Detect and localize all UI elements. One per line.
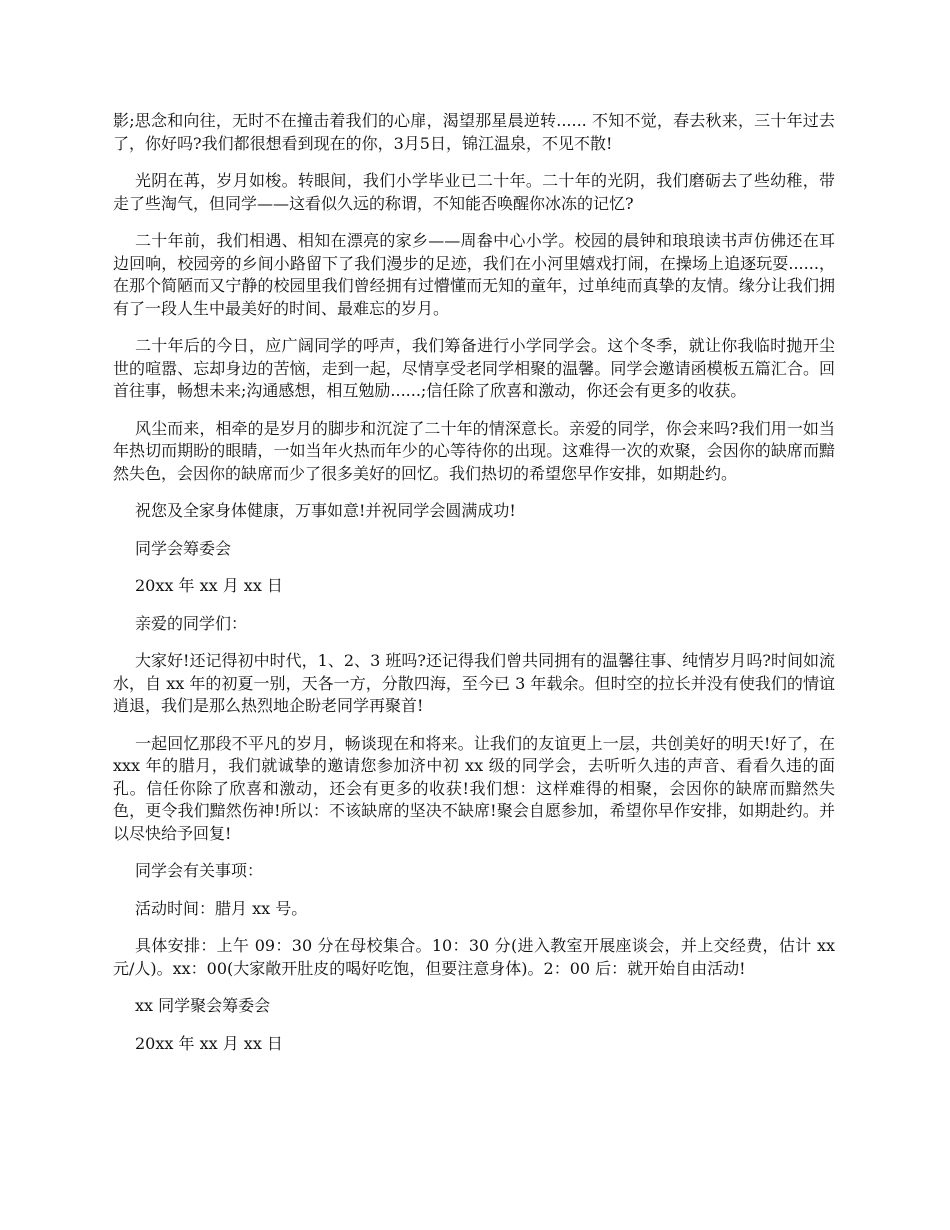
- paragraph-7: 一起回忆那段不平凡的岁月，畅谈现在和将来。让我们的友谊更上一层，共创美好的明天!好了，在 xxx 年的腊月，我们就诚挚的邀请您参加济中初 xx 级的同学会，去听听久违的声音、看看久违的面孔。信任你除了欣喜和激动，还会有更多的收获!我们想：这样难得的相聚，会因你的缺席而黯然失色，更令我们黯然伤神!所以：不该缺席的坚决不缺席!聚会自愿参加，希望你早作安排，如期赴约。并以尽快给予回复!: [113, 733, 835, 843]
- paragraph-2: 光阴在苒，岁月如梭。转眼间，我们小学毕业已二十年。二十年的光阴，我们磨砺去了些幼稚，带走了些淘气，但同学——这看似久远的称谓，不知能否唤醒你冰冻的记忆?: [113, 171, 835, 213]
- greeting-wishes: 祝您及全家身体健康，万事如意!并祝同学会圆满成功!: [135, 501, 516, 520]
- document-body: [113, 110, 835, 1070]
- activity-time: 活动时间：腊月 xx 号。: [135, 898, 308, 918]
- paragraph-3: 二十年前，我们相遇、相知在漂亮的家乡——周畚中心小学。校园的晨钟和琅琅读书声仿佛还在耳边回响，校园旁的乡间小路留下了我们漫步的足迹，我们在小河里嬉戏打闹，在操场上追逐玩耍......，在那个简陋而又宁静的校园里我们曾经拥有过懵懂而无知的童年，过单纯而真挚的友情。缘分让我们拥有了一段人生中最美好的时间、最难忘的岁月。: [113, 231, 835, 318]
- signature-committee: 同学会筹委会: [135, 538, 232, 558]
- paragraph-6: 大家好!还记得初中时代，1、2、3 班吗?还记得我们曾共同拥有的温馨往事、纯情岁月吗?时间如流水，自 xx 年的初夏一别，天各一方，分散四海，至今已 3 年载余。但时空的拉长并没有使我们的情谊逍退，我们是那么热烈地企盼老同学再聚首!: [113, 651, 835, 715]
- paragraph-1: 影;思念和向往，无时不在撞击着我们的心扉，渴望那星晨逆转...... 不知不觉，春去秋来，三十年过去了，你好吗?我们都很想看到现在的你，3月5日，锦江温泉，不见不散!: [113, 111, 835, 153]
- schedule-details: 具体安排：上午 09：30 分在母校集合。10：30 分(进入教室开展座谈会，并上交经费，估计 xx 元/人)。xx：00(大家敞开肚皮的喝好吃饱，但要注意身体)。2：00 后：就开始自由活动!: [113, 936, 835, 978]
- signature-committee-2: xx 同学聚会筹委会: [135, 996, 271, 1015]
- signature-date-2: 20xx 年 xx 月 xx 日: [135, 1033, 283, 1053]
- paragraph-5: 风尘而来，相牵的是岁月的脚步和沉淀了二十年的情深意长。亲爱的同学，你会来吗?我们用一如当年热切而期盼的眼睛，一如当年火热而年少的心等待你的出现。这难得一次的欢聚，会因你的缺席而黯然失色，会因你的缺席而少了很多美好的回忆。我们热切的希望您早作安排，如期赴约。: [113, 418, 835, 483]
- paragraph-4: 二十年后的今日，应广阔同学的呼声，我们筹备进行小学同学会。这个冬季，就让你我临时抛开尘世的喧嚣、忘却身边的苦恼，走到一起，尽情享受老同学相聚的温馨。同学会邀请函模板五篇汇合。回首往事，畅想未来;沟通感想，相互勉励......;信任除了欣喜和激动，你还会有更多的收获。: [113, 336, 835, 400]
- salutation: 亲爱的同学们：: [135, 613, 248, 633]
- signature-date: 20xx 年 xx 月 xx 日: [135, 576, 283, 595]
- matters-heading: 同学会有关事项：: [135, 861, 264, 880]
